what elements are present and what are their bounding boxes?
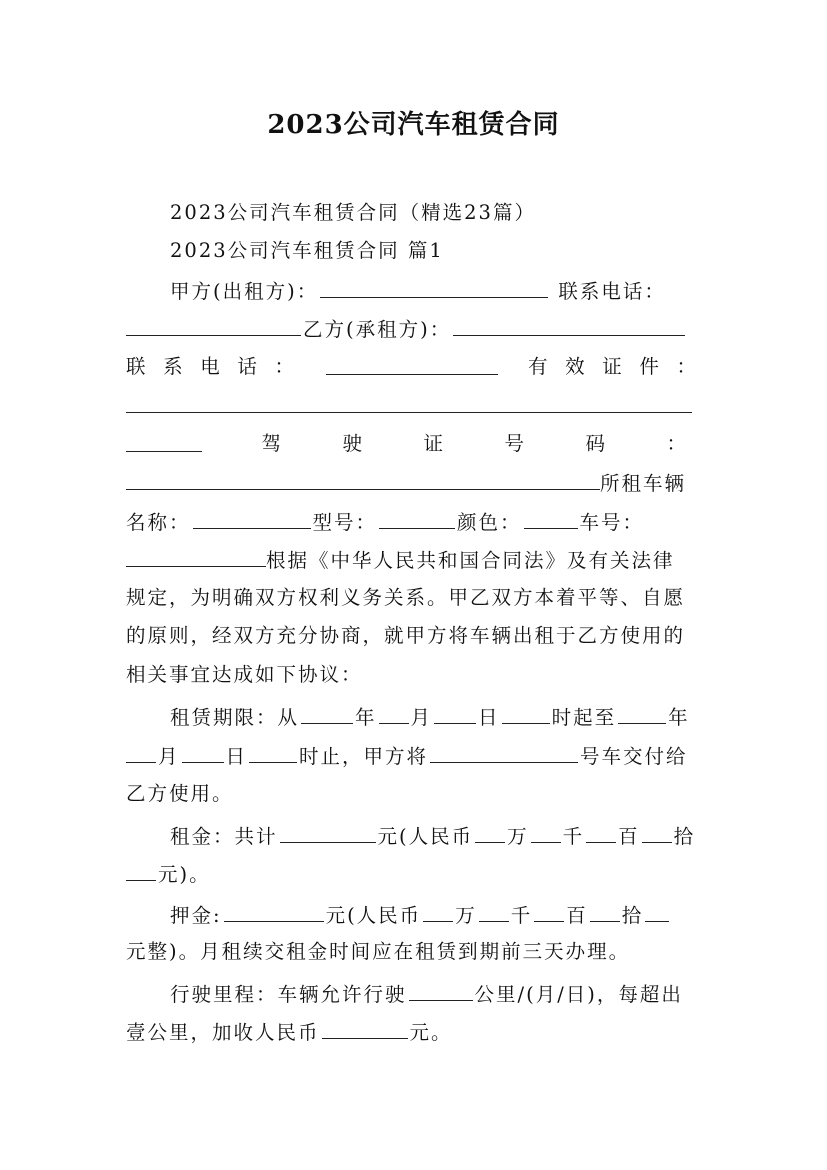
rent-end-line <box>126 860 211 888</box>
start-until-label: 时起至 <box>551 706 617 729</box>
start-month-blank[interactable] <box>379 703 409 724</box>
party-b-phone-label: 联 系 电 话 ： <box>126 355 296 378</box>
mileage-unit-text: 公里/(月/日)，每超出 <box>474 983 683 1006</box>
body-line-18: 元整)。月租续交租金时间应在租赁到期前三天办理。 <box>126 940 631 963</box>
rent-amount-blank[interactable] <box>280 822 376 843</box>
day-label: 日 <box>478 706 500 729</box>
vehicle-model-blank[interactable] <box>379 508 455 529</box>
party-b-name-blank[interactable] <box>453 315 685 336</box>
bai-label: 百 <box>618 825 640 848</box>
car-delivery-text: 号车交付给 <box>580 745 688 768</box>
id-document-label: 有 效 证 件 ： <box>528 355 698 378</box>
vehicle-plate-blank[interactable] <box>126 546 266 567</box>
body-line-9: 规定，为明确双方权利义务关系。甲乙双方本着平等、自愿 <box>126 586 686 609</box>
deposit-amount-blank[interactable] <box>224 901 324 922</box>
vehicle-model-label: 型号： <box>312 511 378 534</box>
deposit-qian-blank[interactable] <box>479 901 509 922</box>
law-basis-line <box>126 546 675 574</box>
mileage-line <box>170 980 683 1008</box>
rent-line <box>170 822 695 850</box>
end-year-blank[interactable] <box>618 703 666 724</box>
document-subtitle: 2023公司汽车租赁合同（精选23篇） <box>170 201 536 224</box>
deposit-qian-label: 千 <box>510 904 533 927</box>
end-month-blank[interactable] <box>126 742 156 763</box>
mileage-fee-yuan: 元。 <box>409 1021 453 1044</box>
deposit-shi-label: 拾 <box>621 904 644 927</box>
rent-rmb-label: 元(人民币 <box>377 825 474 848</box>
deposit-yuan-blank[interactable] <box>645 901 669 922</box>
deposit-wan-label: 万 <box>455 904 477 927</box>
mileage-label: 行驶里程：车辆允许行驶 <box>170 983 407 1006</box>
lease-end-line <box>126 742 688 770</box>
id-document-blank-cont[interactable] <box>126 431 202 452</box>
mileage-fee-label: 壹公里，加收人民币 <box>126 1021 320 1044</box>
deposit-wan-blank[interactable] <box>423 901 453 922</box>
deposit-shi-blank[interactable] <box>590 901 620 922</box>
rent-label: 租金：共计 <box>170 825 278 848</box>
end-hour-text: 时止，甲方将 <box>299 745 429 768</box>
license-char-5: 码 <box>585 432 607 455</box>
end-hour-blank[interactable] <box>249 742 297 763</box>
shi-label: 拾 <box>673 825 696 848</box>
document-title: 2023公司汽车租赁合同 <box>267 110 560 140</box>
vehicle-label: 所租车辆 <box>600 472 687 495</box>
start-day-blank[interactable] <box>434 703 476 724</box>
lease-term-label: 租赁期限：从 <box>170 706 300 729</box>
rent-shi-blank[interactable] <box>642 822 672 843</box>
mileage-fee-line <box>126 1018 453 1046</box>
rent-wan-blank[interactable] <box>475 822 505 843</box>
id-document-line <box>126 392 692 420</box>
qian-label: 千 <box>562 825 585 848</box>
deposit-label: 押金: <box>170 904 222 927</box>
law-basis-text: 根据《中华人民共和国合同法》及有关法律 <box>266 549 675 572</box>
end-day-label: 日 <box>225 745 248 768</box>
party-b-label: 乙方(承租方)： <box>303 318 452 341</box>
rent-yuan-label: 元)。 <box>158 863 211 886</box>
party-a-phone-label: 联系电话： <box>558 280 666 303</box>
party-a-phone-blank[interactable] <box>126 315 301 336</box>
end-day-blank[interactable] <box>182 742 224 763</box>
vehicle-plate-label: 车号： <box>579 511 645 534</box>
license-char-6: ： <box>666 432 688 455</box>
start-hour-blank[interactable] <box>502 703 550 724</box>
rent-bai-blank[interactable] <box>586 822 616 843</box>
body-line-14: 乙方使用。 <box>126 782 234 805</box>
month-label: 月 <box>410 706 433 729</box>
party-a-name-blank[interactable] <box>320 277 548 298</box>
license-number-blank[interactable] <box>126 469 600 490</box>
vehicle-color-blank[interactable] <box>524 508 578 529</box>
wan-label: 万 <box>507 825 529 848</box>
license-char-3: 证 <box>423 432 445 455</box>
license-line <box>126 431 688 457</box>
vehicle-name-label: 名称： <box>126 511 191 534</box>
rent-yuan-blank[interactable] <box>126 860 156 881</box>
deposit-bai-blank[interactable] <box>534 901 564 922</box>
start-year-blank[interactable] <box>301 703 353 724</box>
year-label: 年 <box>355 706 377 729</box>
party-b-phone-blank[interactable] <box>326 354 498 375</box>
section-heading: 2023公司汽车租赁合同 篇1 <box>170 239 444 262</box>
deposit-bai-label: 百 <box>566 904 588 927</box>
vehicle-line <box>126 469 686 497</box>
lease-term-line <box>170 703 690 731</box>
end-year-label: 年 <box>668 706 690 729</box>
license-char-4: 号 <box>504 432 526 455</box>
id-document-blank[interactable] <box>126 392 692 413</box>
deposit-rmb-label: 元(人民币 <box>325 904 422 927</box>
body-line-11: 相关事宜达成如下协议： <box>126 663 363 686</box>
vehicle-detail-line <box>126 508 644 536</box>
license-char-1: 驾 <box>261 432 283 455</box>
rent-qian-blank[interactable] <box>531 822 561 843</box>
party-a-label: 甲方(出租方)： <box>170 280 319 303</box>
phone-id-line <box>126 354 698 380</box>
mileage-allowed-blank[interactable] <box>409 980 473 1001</box>
vehicle-color-label: 颜色： <box>457 511 522 534</box>
end-month-label: 月 <box>158 745 180 768</box>
car-number-blank[interactable] <box>430 742 578 763</box>
mileage-fee-blank[interactable] <box>322 1018 408 1039</box>
body-line-10: 的原则，经双方充分协商，就甲方将车辆出租于乙方使用的 <box>126 624 686 647</box>
party-b-line <box>126 315 687 343</box>
deposit-line <box>170 901 671 929</box>
license-char-2: 驶 <box>342 432 364 455</box>
vehicle-name-blank[interactable] <box>193 508 311 529</box>
party-a-line <box>170 277 666 305</box>
